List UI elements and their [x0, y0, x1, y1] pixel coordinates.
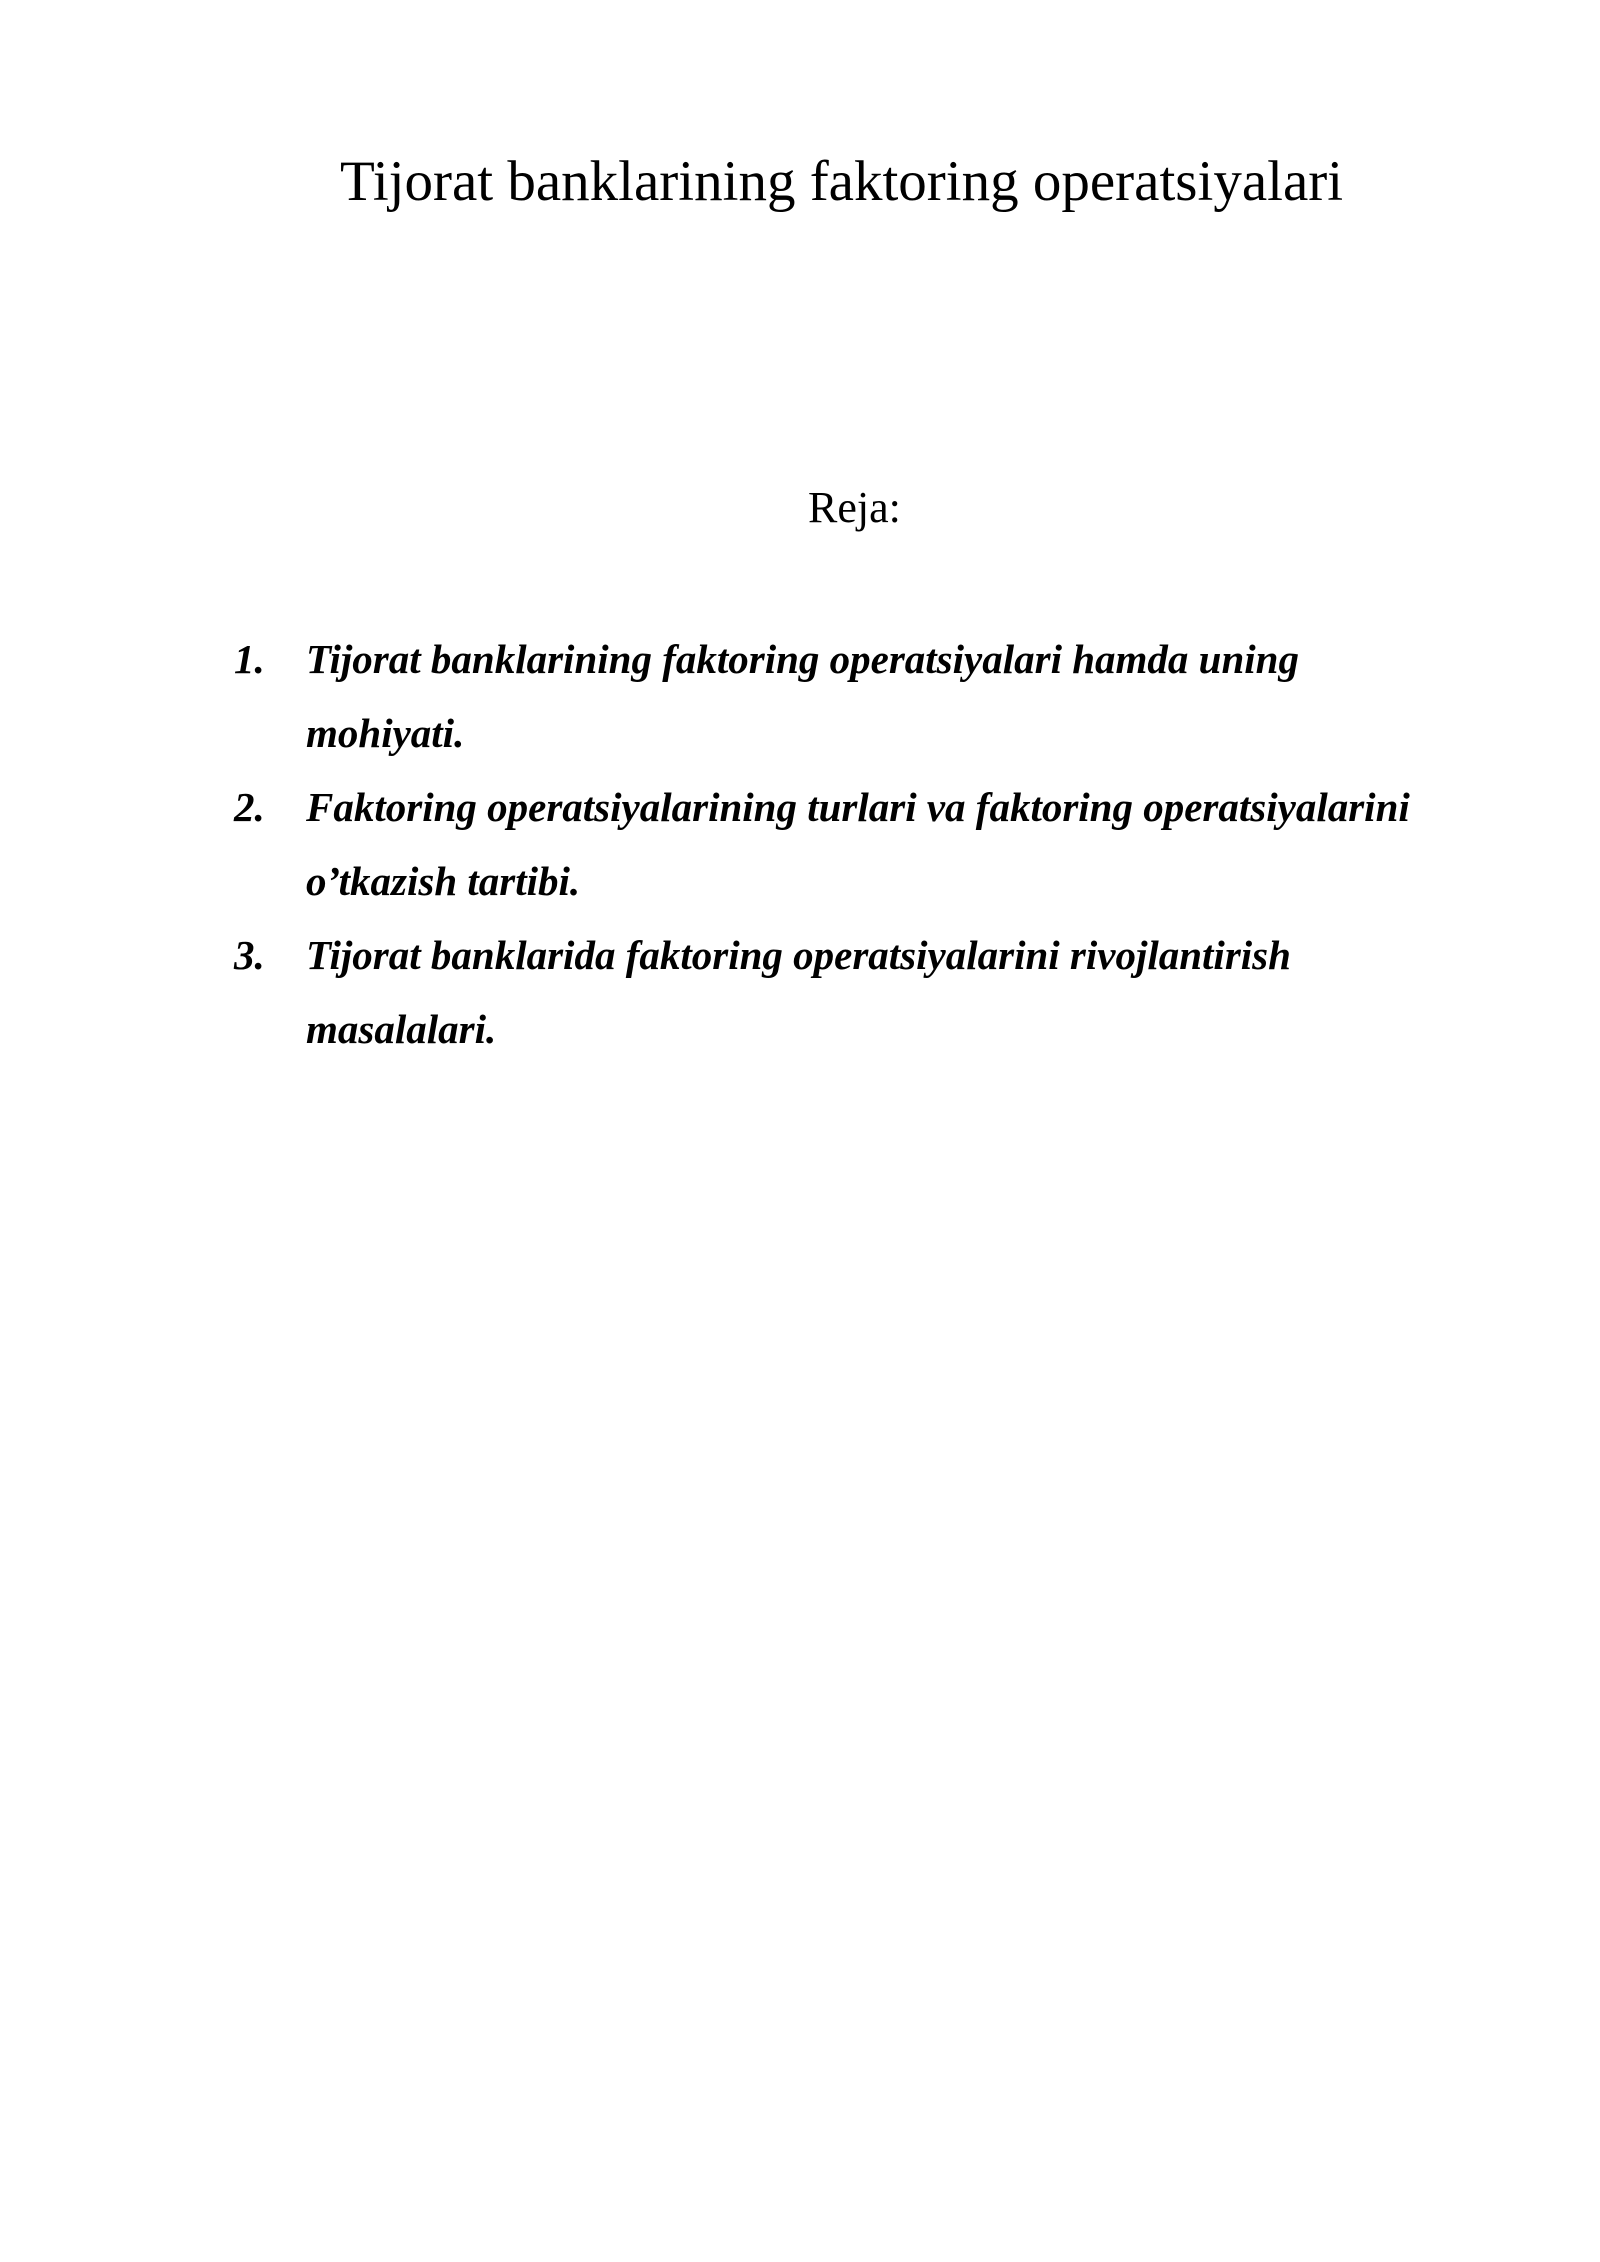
- plan-item-number: 1.: [234, 636, 265, 682]
- plan-item-number: 2.: [234, 784, 265, 830]
- plan-list: [234, 622, 1484, 1066]
- plan-item-3: [234, 918, 1484, 1066]
- plan-item-line: Tijorat banklarining faktoring operatsiyalari hamda uning: [306, 636, 1299, 682]
- plan-item-line: masalalari.: [306, 1006, 497, 1052]
- plan-item-line: o’tkazish tartibi.: [306, 858, 581, 904]
- plan-item-line: mohiyati.: [306, 710, 465, 756]
- plan-heading: Reja:: [808, 483, 901, 532]
- plan-item-1: [234, 622, 1484, 770]
- document-title: Tijorat banklarining faktoring operatsiyalari: [340, 150, 1344, 213]
- plan-item-number: 3.: [234, 932, 265, 978]
- plan-item-line: Tijorat banklarida faktoring operatsiyalarini rivojlantirish: [306, 932, 1291, 978]
- plan-item-2: [234, 770, 1484, 918]
- plan-item-text: [306, 918, 1484, 1066]
- plan-item-text: [306, 770, 1484, 918]
- plan-item-text: [306, 622, 1484, 770]
- plan-item-line: Faktoring operatsiyalarining turlari va faktoring operatsiyalarini: [306, 784, 1410, 830]
